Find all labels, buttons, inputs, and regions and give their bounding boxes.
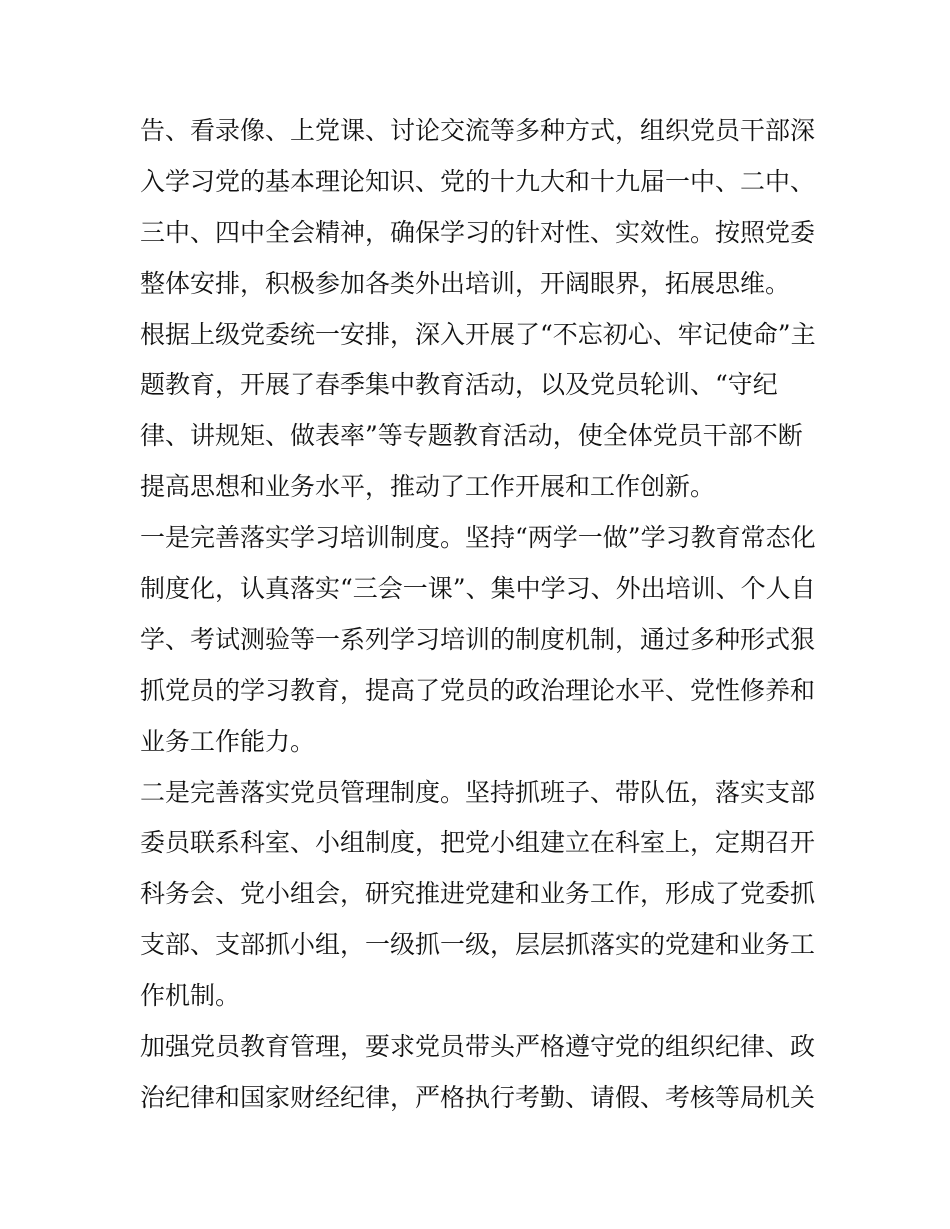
text-line: 入学习党的基本理论知识、党的十九大和十九届一中、二中、 xyxy=(140,166,816,196)
text-line: 一是完善落实学习培训制度。坚持“两学一做”学习教育常态化 xyxy=(140,523,816,553)
text-line: 支部、支部抓小组，一级抓一级，层层抓落实的党建和业务工 xyxy=(140,930,816,960)
text-line: 加强党员教育管理，要求党员带头严格遵守党的组织纪律、政 xyxy=(140,1032,816,1062)
text-line: 题教育，开展了春季集中教育活动，以及党员轮训、“守纪 xyxy=(140,370,778,400)
text-line: 治纪律和国家财经纪律，严格执行考勤、请假、考核等局机关 xyxy=(140,1082,816,1112)
text-line: 抓党员的学习教育，提高了党员的政治理论水平、党性修养和 xyxy=(140,675,816,705)
text-line: 制度化，认真落实“三会一课”、集中学习、外出培训、个人自 xyxy=(140,574,816,604)
text-line: 整体安排，积极参加各类外出培训，开阔眼界，拓展思维。 xyxy=(140,268,791,298)
text-line: 根据上级党委统一安排，深入开展了“不忘初心、牢记使命”主 xyxy=(140,319,816,349)
text-line: 提高思想和业务水平，推动了工作开展和工作创新。 xyxy=(140,472,716,502)
text-line: 告、看录像、上党课、讨论交流等多种方式，组织党员干部深 xyxy=(140,116,816,145)
text-line: 科务会、党小组会，研究推进党建和业务工作，形成了党委抓 xyxy=(140,879,816,909)
text-line: 学、考试测验等一系列学习培训的制度机制，通过多种形式狠 xyxy=(140,624,816,654)
text-line: 三中、四中全会精神，确保学习的针对性、实效性。按照党委 xyxy=(140,217,816,247)
text-line: 二是完善落实党员管理制度。坚持抓班子、带队伍，落实支部 xyxy=(140,777,816,807)
text-line: 业务工作能力。 xyxy=(140,726,316,756)
text-line: 律、讲规矩、做表率”等专题教育活动，使全体党员干部不断 xyxy=(140,421,803,451)
text-line: 作机制。 xyxy=(140,981,241,1011)
body-text xyxy=(140,106,820,1124)
text-line: 委员联系科室、小组制度，把党小组建立在科室上，定期召开 xyxy=(140,828,816,858)
